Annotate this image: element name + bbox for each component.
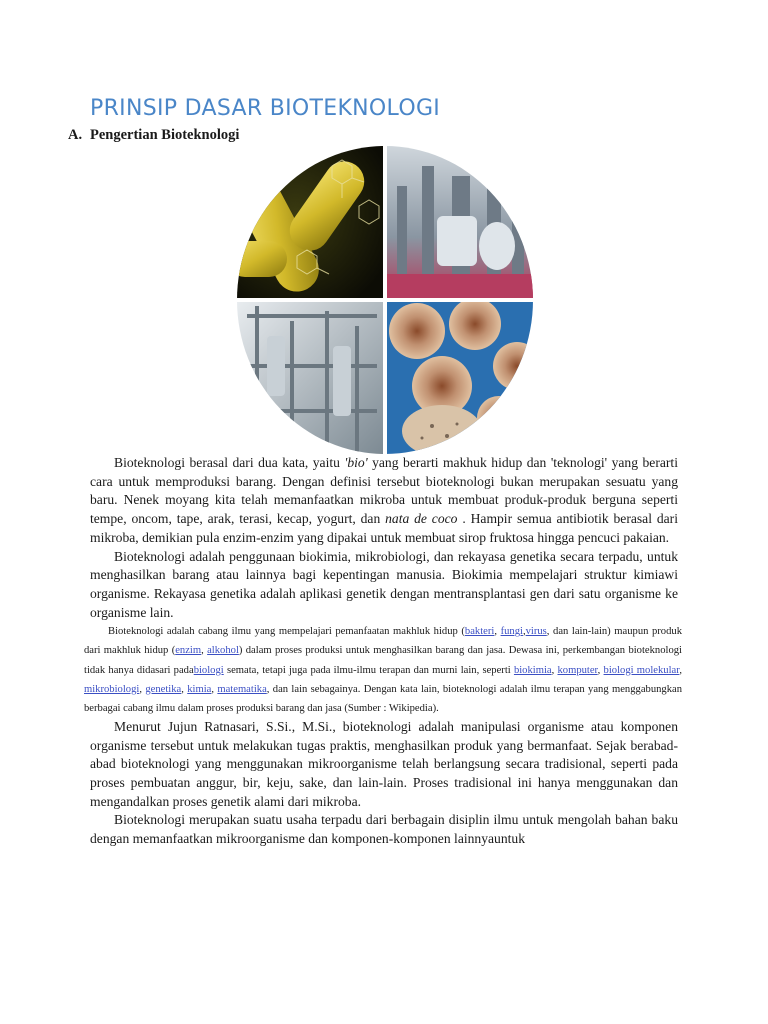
link-matematika[interactable]: matematika — [217, 683, 267, 695]
link-alkohol[interactable]: alkohol — [207, 645, 239, 657]
link-enzim[interactable]: enzim — [175, 645, 202, 657]
para3-text: , dan lain-lain) maupun produk dari makhluk hidup ( — [84, 626, 682, 657]
link-fungi[interactable]: fungi — [500, 626, 523, 638]
link-genetika[interactable]: genetika — [145, 683, 182, 695]
link-biokimia[interactable]: biokimia — [513, 664, 552, 676]
para1-italic-bio: 'bio' — [344, 455, 368, 470]
para3-text: ) dalam proses produksi untuk menghasilkan barang dan jasa. Dewasa ini, perkembangan bioteknologi tidak hanya didasari pada — [84, 645, 682, 676]
section-heading — [68, 127, 239, 144]
para3-text: Bioteknologi adalah cabang ilmu yang mempelajari pemanfaatan makhluk hidup ( — [108, 626, 465, 638]
para1-italic-nata: nata de coco — [385, 511, 458, 527]
para3-sep: , — [181, 683, 188, 695]
para3-sep: , — [211, 683, 218, 695]
link-kimia[interactable]: kimia — [187, 683, 212, 695]
section-heading-text: Pengertian Bioteknologi — [90, 127, 240, 143]
link-biologi-molekular[interactable]: biologi molekular — [603, 664, 680, 676]
link-mikrobiologi[interactable]: mikrobiologi — [84, 683, 140, 695]
para3-sep: , — [679, 664, 682, 676]
para3-sep: , — [139, 683, 146, 695]
para1-text-2: yang berarti makhuk hidup dan 'teknologi' yang berarti cara untuk memproduksi barang. Dengan definisi tersebut bioteknologi bukan merupakan sesuatu yang baru. Nenek moyang kita telah memanfaatkan mikroba untuk membuat produk-produk berguna seperti tempe, oncom, tape, arak, terasi, kecap, yogurt, dan — [90, 455, 678, 527]
para3-text: semata, tetapi juga pada ilmu-ilmu terapan dan murni lain, seperti — [223, 664, 514, 676]
paragraph-4: Menurut Jujun Ratnasari, S.Si., M.Si., bioteknologi adalah manipulasi organisme atau komponen organisme tersebut untuk melakukan tugas praktis, menghasilkan produk yang bermanfaat. Sejak berabad-abad bioteknologi yang menggunakan mikroorganisme telah berlangsung secara tradisional, seperti pada proses pembuatan anggur, bir, keju, sake, dan lain-lain. Proses tradisional ini hanya menggunakan dan mengandalkan proses genetik alami dari mikroba. — [90, 718, 678, 809]
biotech-collage-image — [237, 146, 533, 454]
para3-sep: , — [201, 645, 208, 657]
section-number: A. — [68, 127, 83, 143]
paragraph-5: Bioteknologi merupakan suatu usaha terpadu dari berbagain disiplin ilmu untuk mengolah bahan baku dengan memanfaatkan mikroorganisme dan komponen-komponen lainnyauntuk — [90, 812, 678, 847]
para3-sep: , — [494, 626, 501, 638]
page-title: PRINSIP DASAR BIOTEKNOLOGI — [90, 96, 441, 121]
paragraph-2: Bioteknologi adalah penggunaan biokimia, mikrobiologi, dan rekayasa genetika secara terpadu, untuk menghasilkan barang atau lainnya bagi kepentingan manusia. Biokimia mempelajari struktur kimiawi organisme. Rekayasa genetika adalah aplikasi genetik dengan mentransplantasi gen dari satu organisme ke organisme lain. — [90, 548, 678, 620]
paragraph-3-wiki — [84, 622, 682, 717]
para1-text-3: . Hampir semua antibiotik berasal dari mikroba, demikian pula enzim-enzim yang dipakai untuk membuat sirop fruktosa hingga pencuci pakaian. — [90, 511, 678, 545]
link-virus[interactable]: virus — [525, 626, 547, 638]
body-text — [84, 454, 683, 849]
paragraph-1 — [90, 454, 678, 548]
link-biologi[interactable]: biologi — [193, 664, 224, 676]
para3-sep: , — [522, 626, 526, 638]
link-komputer[interactable]: komputer — [557, 664, 598, 676]
para3-text: , dan lain sebagainya. Dengan kata lain, bioteknologi adalah ilmu terapan yang menggabungkan berbagai cabang ilmu dalam proses produksi barang dan jasa (Sumber : Wikipedia). — [84, 683, 683, 714]
para3-sep: , — [597, 664, 604, 676]
para1-text-1: Bioteknologi berasal dari dua kata, yaitu — [114, 455, 345, 470]
para3-sep: , — [551, 664, 558, 676]
link-bakteri[interactable]: bakteri — [464, 626, 495, 638]
